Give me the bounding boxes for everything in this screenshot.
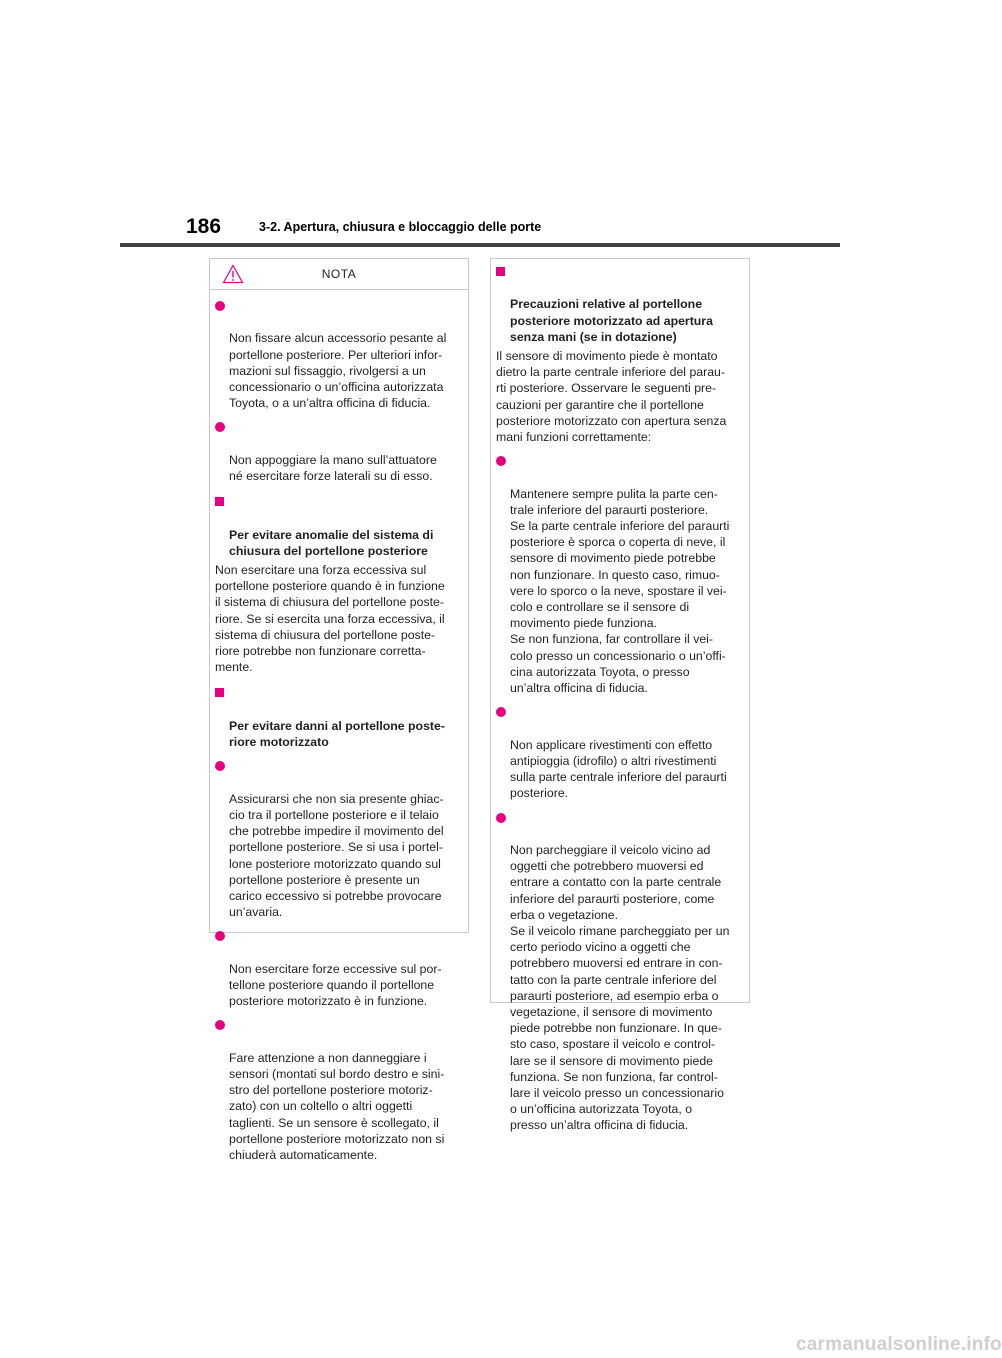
square-bullet-icon	[215, 497, 224, 506]
list-item	[215, 758, 454, 920]
section-text: Non esercitare una forza eccessiva sul portellone posteriore quando è in funzione il sistema di chiusura del portellone poste- riore. Se si esercita una forza eccessiva, il sistema di chiusura del portellone poste- riore potrebbe non funzionare corretta- mente.	[215, 563, 445, 675]
bullet-icon	[496, 456, 506, 466]
warning-triangle-icon	[222, 264, 244, 284]
list-item	[215, 298, 454, 411]
square-bullet-icon	[496, 267, 505, 276]
watermark: carmanualsonline.info	[796, 1334, 1002, 1355]
item-text: Assicurarsi che non sia presente ghiac- cio tra il portellone posteriore e il telaio che potrebbe impedire il movimento del portellone posteriore. Se si usa i portel- lone posteriore motorizzato quando sul portellone posteriore è presente un carico eccessivo si potrebbe provocare un’avaria.	[229, 791, 444, 920]
section-text: Il sensore di movimento piede è montato dietro la parte centrale inferiore del parau- rti posteriore. Osservare le seguenti pre- cauzioni per garantire che il portellone posteriore motorizzato con apertura senza mani funzioni correttamente:	[496, 349, 727, 445]
bullet-icon	[215, 422, 225, 432]
bullet-icon	[215, 761, 225, 771]
item-text: Non esercitare forze eccessive sul por- tellone posteriore quando il portellone posteriore motorizzato è in funzione.	[229, 961, 442, 1009]
item-text: Non applicare rivestimenti con effetto antipioggia (idrofilo) o altri rivestimenti sulla parte centrale inferiore del paraurti posteriore.	[510, 737, 727, 801]
section-heading	[496, 264, 735, 345]
chapter-title: 3-2. Apertura, chiusura e bloccaggio delle porte	[259, 220, 542, 234]
bullet-icon	[215, 301, 225, 311]
precautions-box	[490, 258, 750, 1133]
list-item	[496, 704, 735, 801]
bullet-icon	[496, 813, 506, 823]
heading-text: Per evitare danni al portellone poste- riore motorizzato	[229, 718, 445, 750]
bullet-icon	[215, 1020, 225, 1030]
bullet-icon	[215, 931, 225, 941]
precautions-content	[491, 259, 735, 1134]
nota-label: NOTA	[321, 267, 357, 281]
heading-text: Precauzioni relative al portellone posteriore motorizzato ad apertura senza mani (se in dotazione)	[510, 297, 713, 344]
nota-heading	[210, 259, 468, 290]
list-item	[496, 810, 735, 1134]
bullet-icon	[496, 707, 506, 717]
item-text: Non fissare alcun accessorio pesante al portellone posteriore. Per ulteriori infor- mazioni sul fissaggio, rivolgersi a un concessionario o un’officina autorizzata Toyota, o a un’altra officina di fiducia.	[229, 331, 447, 411]
list-item	[215, 1017, 454, 1163]
nota-content	[210, 290, 454, 1163]
list-item	[215, 419, 454, 484]
item-text: Non appoggiare la mano sull’attuatore né esercitare forze laterali su di esso.	[229, 452, 437, 484]
page-number: 186	[186, 215, 222, 238]
item-text: Fare attenzione a non danneggiare i sensori (montati sul bordo destro e sini- stro del portellone posteriore motoriz- zato) con un coltello o altri oggetti taglienti. Se un sensore è scollegato, il portellone posteriore motorizzato non si chiuderà automaticamente.	[229, 1050, 445, 1162]
list-item	[496, 453, 735, 696]
list-item	[215, 928, 454, 1009]
item-text: Mantenere sempre pulita la parte cen- trale inferiore del paraurti posteriore. Se la parte centrale inferiore del paraurti posteriore è sporca o coperta di neve, il sensore di movimento piede potrebbe non funzionare. In questo caso, rimuo- vere lo sporco o la neve, spostare il vei- colo e controllare se il sensore di movimento piede funziona. Se non funziona, far controllare il vei- colo presso un concessionario o un’offi- cina autorizzata Toyota, o presso un’altra officina di fiducia.	[510, 486, 730, 696]
item-text: Non parcheggiare il veicolo vicino ad oggetti che potrebbero muoversi ed entrare a contatto con la parte centrale inferiore del paraurti posteriore, come erba o vegetazione. Se il veicolo rimane parcheggiato per un certo periodo vicino a oggetti che potrebbero muoversi ed entrare in con- tatto con la parte centrale inferiore del paraurti posteriore, ad esempio erba o vegetazione, il sensore di movimento piede potrebbe non funzionare. In que- sto caso, spostare il veicolo e control- lare se il sensore di movimento piede funziona. Se non funziona, far control- lare il veicolo presso un concessionario o un’officina autorizzata Toyota, o presso un’altra officina di fiducia.	[510, 842, 730, 1133]
section-heading	[215, 494, 454, 559]
header-rule	[120, 243, 840, 247]
heading-text: Per evitare anomalie del sistema di chiusura del portellone posteriore	[229, 527, 434, 558]
section-heading	[215, 685, 454, 750]
nota-box	[209, 258, 469, 1162]
square-bullet-icon	[215, 688, 224, 697]
